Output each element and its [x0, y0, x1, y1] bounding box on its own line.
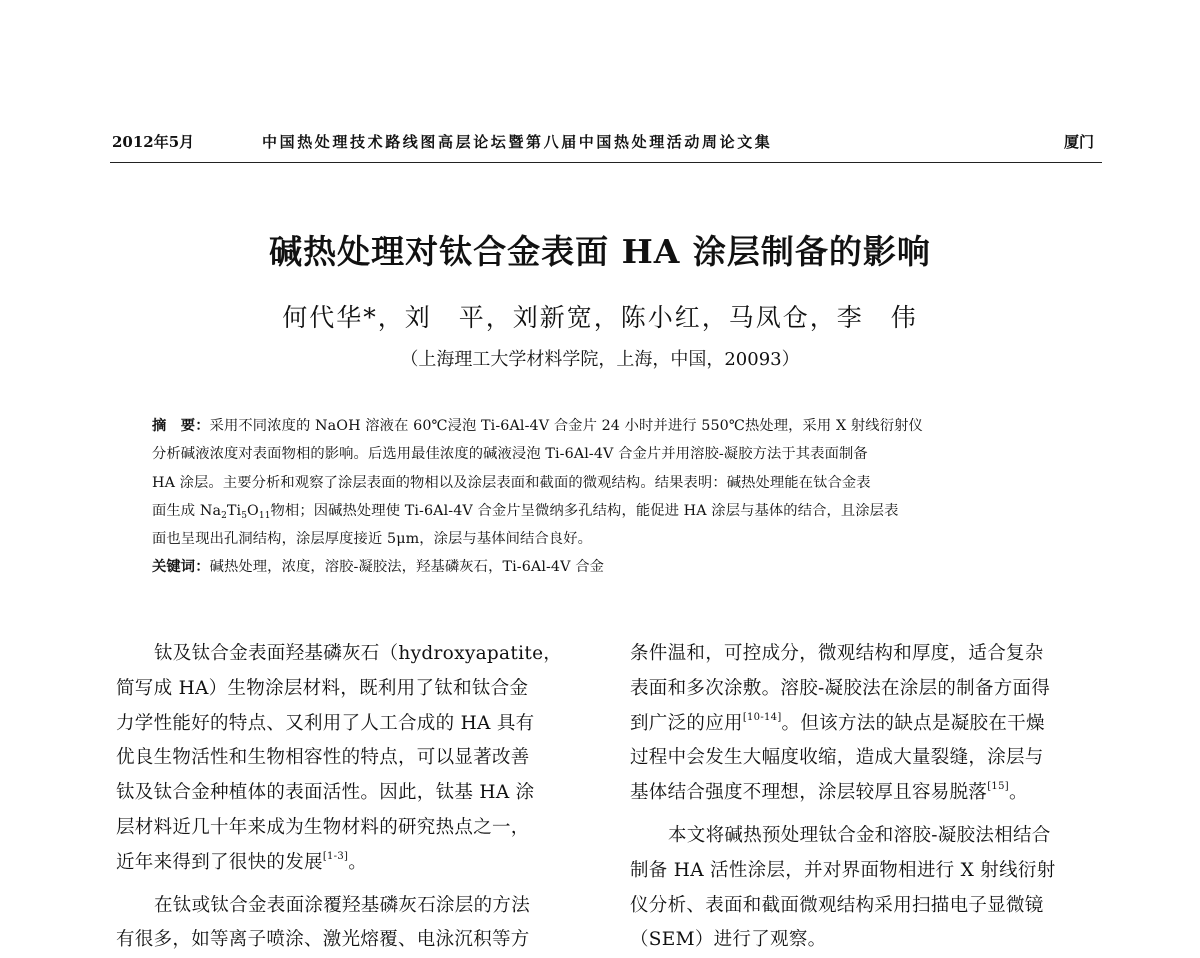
citation-ref: [1-3]: [322, 850, 349, 862]
keywords-label: 关键词：: [152, 559, 210, 576]
body-line: 钛及钛合金种植体的表面活性。因此，钛基 HA 涂: [116, 782, 535, 804]
body-text: 。: [348, 851, 368, 873]
body-text: 。但该方法的缺点是凝胶在干燥: [781, 712, 1045, 734]
body-line: 表面和多次涂敷。溶胶-凝胶法在涂层的制备方面得: [630, 677, 1051, 699]
subscript: 11: [258, 510, 271, 521]
citation-ref: [15]: [987, 781, 1009, 793]
body-line: （SEM）进行了观察。: [630, 929, 827, 951]
body-line: 制备 HA 活性涂层，并对界面物相进行 X 射线衍射: [630, 859, 1056, 881]
paragraph-gap: [630, 811, 1108, 819]
subscript: 5: [241, 510, 248, 521]
body-line: [630, 707, 1108, 742]
paragraph-gap: [116, 881, 594, 889]
header-date: 2012年5月: [112, 133, 195, 151]
body-line: 在钛或钛合金表面涂覆羟基磷灰石涂层的方法: [154, 894, 531, 916]
running-header: [0, 128, 1200, 158]
keywords-line: [152, 553, 1072, 581]
abstract-block: [152, 412, 1072, 582]
body-line: [116, 846, 594, 881]
abstract-line: HA 涂层。主要分析和观察了涂层表面的物相以及涂层表面和截面的微观结构。结果表明：碱热处理能在钛合金表: [152, 474, 871, 491]
body-text: 近年来得到了很快的发展: [116, 851, 323, 873]
keywords-text: 碱热处理，浓度，溶胶-凝胶法，羟基磷灰石，Ti-6Al-4V 合金: [209, 559, 604, 576]
abstract-line: 面也呈现出孔洞结构，涂层厚度接近 5μm，涂层与基体间结合良好。: [152, 531, 592, 548]
body-text: 到广泛的应用: [630, 712, 743, 734]
abstract-text: 采用不同浓度的 NaOH 溶液在 60℃浸泡 Ti-6Al-4V 合金片 24 小时并进行 550℃热处理，采用 X 射线衍射仪: [209, 418, 923, 434]
affiliation: （上海理工大学材料学院，上海，中国，20093）: [400, 349, 800, 370]
header-rule: [110, 162, 1102, 163]
body-line: [630, 776, 1108, 811]
body-line: 层材料近几十年来成为生物材料的研究热点之一，: [116, 816, 530, 838]
abstract-line: 分析碱液浓度对表面物相的影响。后选用最佳浓度的碱液浸泡 Ti-6Al-4V 合金片并用溶胶-凝胶方法于其表面制备: [152, 446, 868, 463]
abstract-line: [152, 497, 1072, 525]
body-column-left: [116, 637, 594, 958]
citation-ref: [10-14]: [742, 711, 782, 723]
body-line: 优良生物活性和生物相容性的特点，可以显著改善: [116, 747, 530, 769]
subscript: 2: [221, 510, 227, 521]
body-text: 基体结合强度不理想，涂层较厚且容易脱落: [630, 782, 988, 804]
abstract-text: O: [247, 502, 259, 519]
abstract-text: 面生成 Na: [152, 502, 222, 519]
author-list: 何代华*，刘 平，刘新宽，陈小红，马凤仓，李 伟: [282, 303, 918, 332]
body-line: 钛及钛合金表面羟基磷灰石（hydroxyapatite，: [154, 643, 563, 664]
body-line: 过程中会发生大幅度收缩，造成大量裂缝，涂层与: [630, 747, 1044, 769]
abstract-label: 摘 要：: [152, 418, 210, 434]
body-line: 有很多，如等离子喷涂、激光熔覆、电泳沉积等方: [116, 929, 530, 951]
header-conference: 中国热处理技术路线图高层论坛暨第八届中国热处理活动周论文集: [262, 133, 773, 151]
abstract-line: [152, 412, 1072, 440]
body-line: 本文将碱热预处理钛合金和溶胶-凝胶法相结合: [668, 824, 1051, 846]
body-column-right: [630, 637, 1108, 958]
header-city: 厦门: [1064, 133, 1095, 151]
body-line: 简写成 HA）生物涂层材料，既利用了钛和钛合金: [116, 677, 529, 699]
abstract-text: Ti: [226, 502, 242, 519]
body-line: 力学性能好的特点、又利用了人工合成的 HA 具有: [116, 712, 535, 734]
body-line: 条件温和，可控成分，微观结构和厚度，适合复杂: [630, 643, 1044, 664]
body-text: 。: [1008, 782, 1028, 804]
paper-title: 碱热处理对钛合金表面 HA 涂层制备的影响: [269, 232, 931, 271]
abstract-text: 物相；因碱热处理使 Ti-6Al-4V 合金片呈微纳多孔结构，能促进 HA 涂层与基体的结合，且涂层表: [270, 502, 899, 519]
body-line: 仪分析、表面和截面微观结构采用扫描电子显微镜: [630, 894, 1044, 916]
